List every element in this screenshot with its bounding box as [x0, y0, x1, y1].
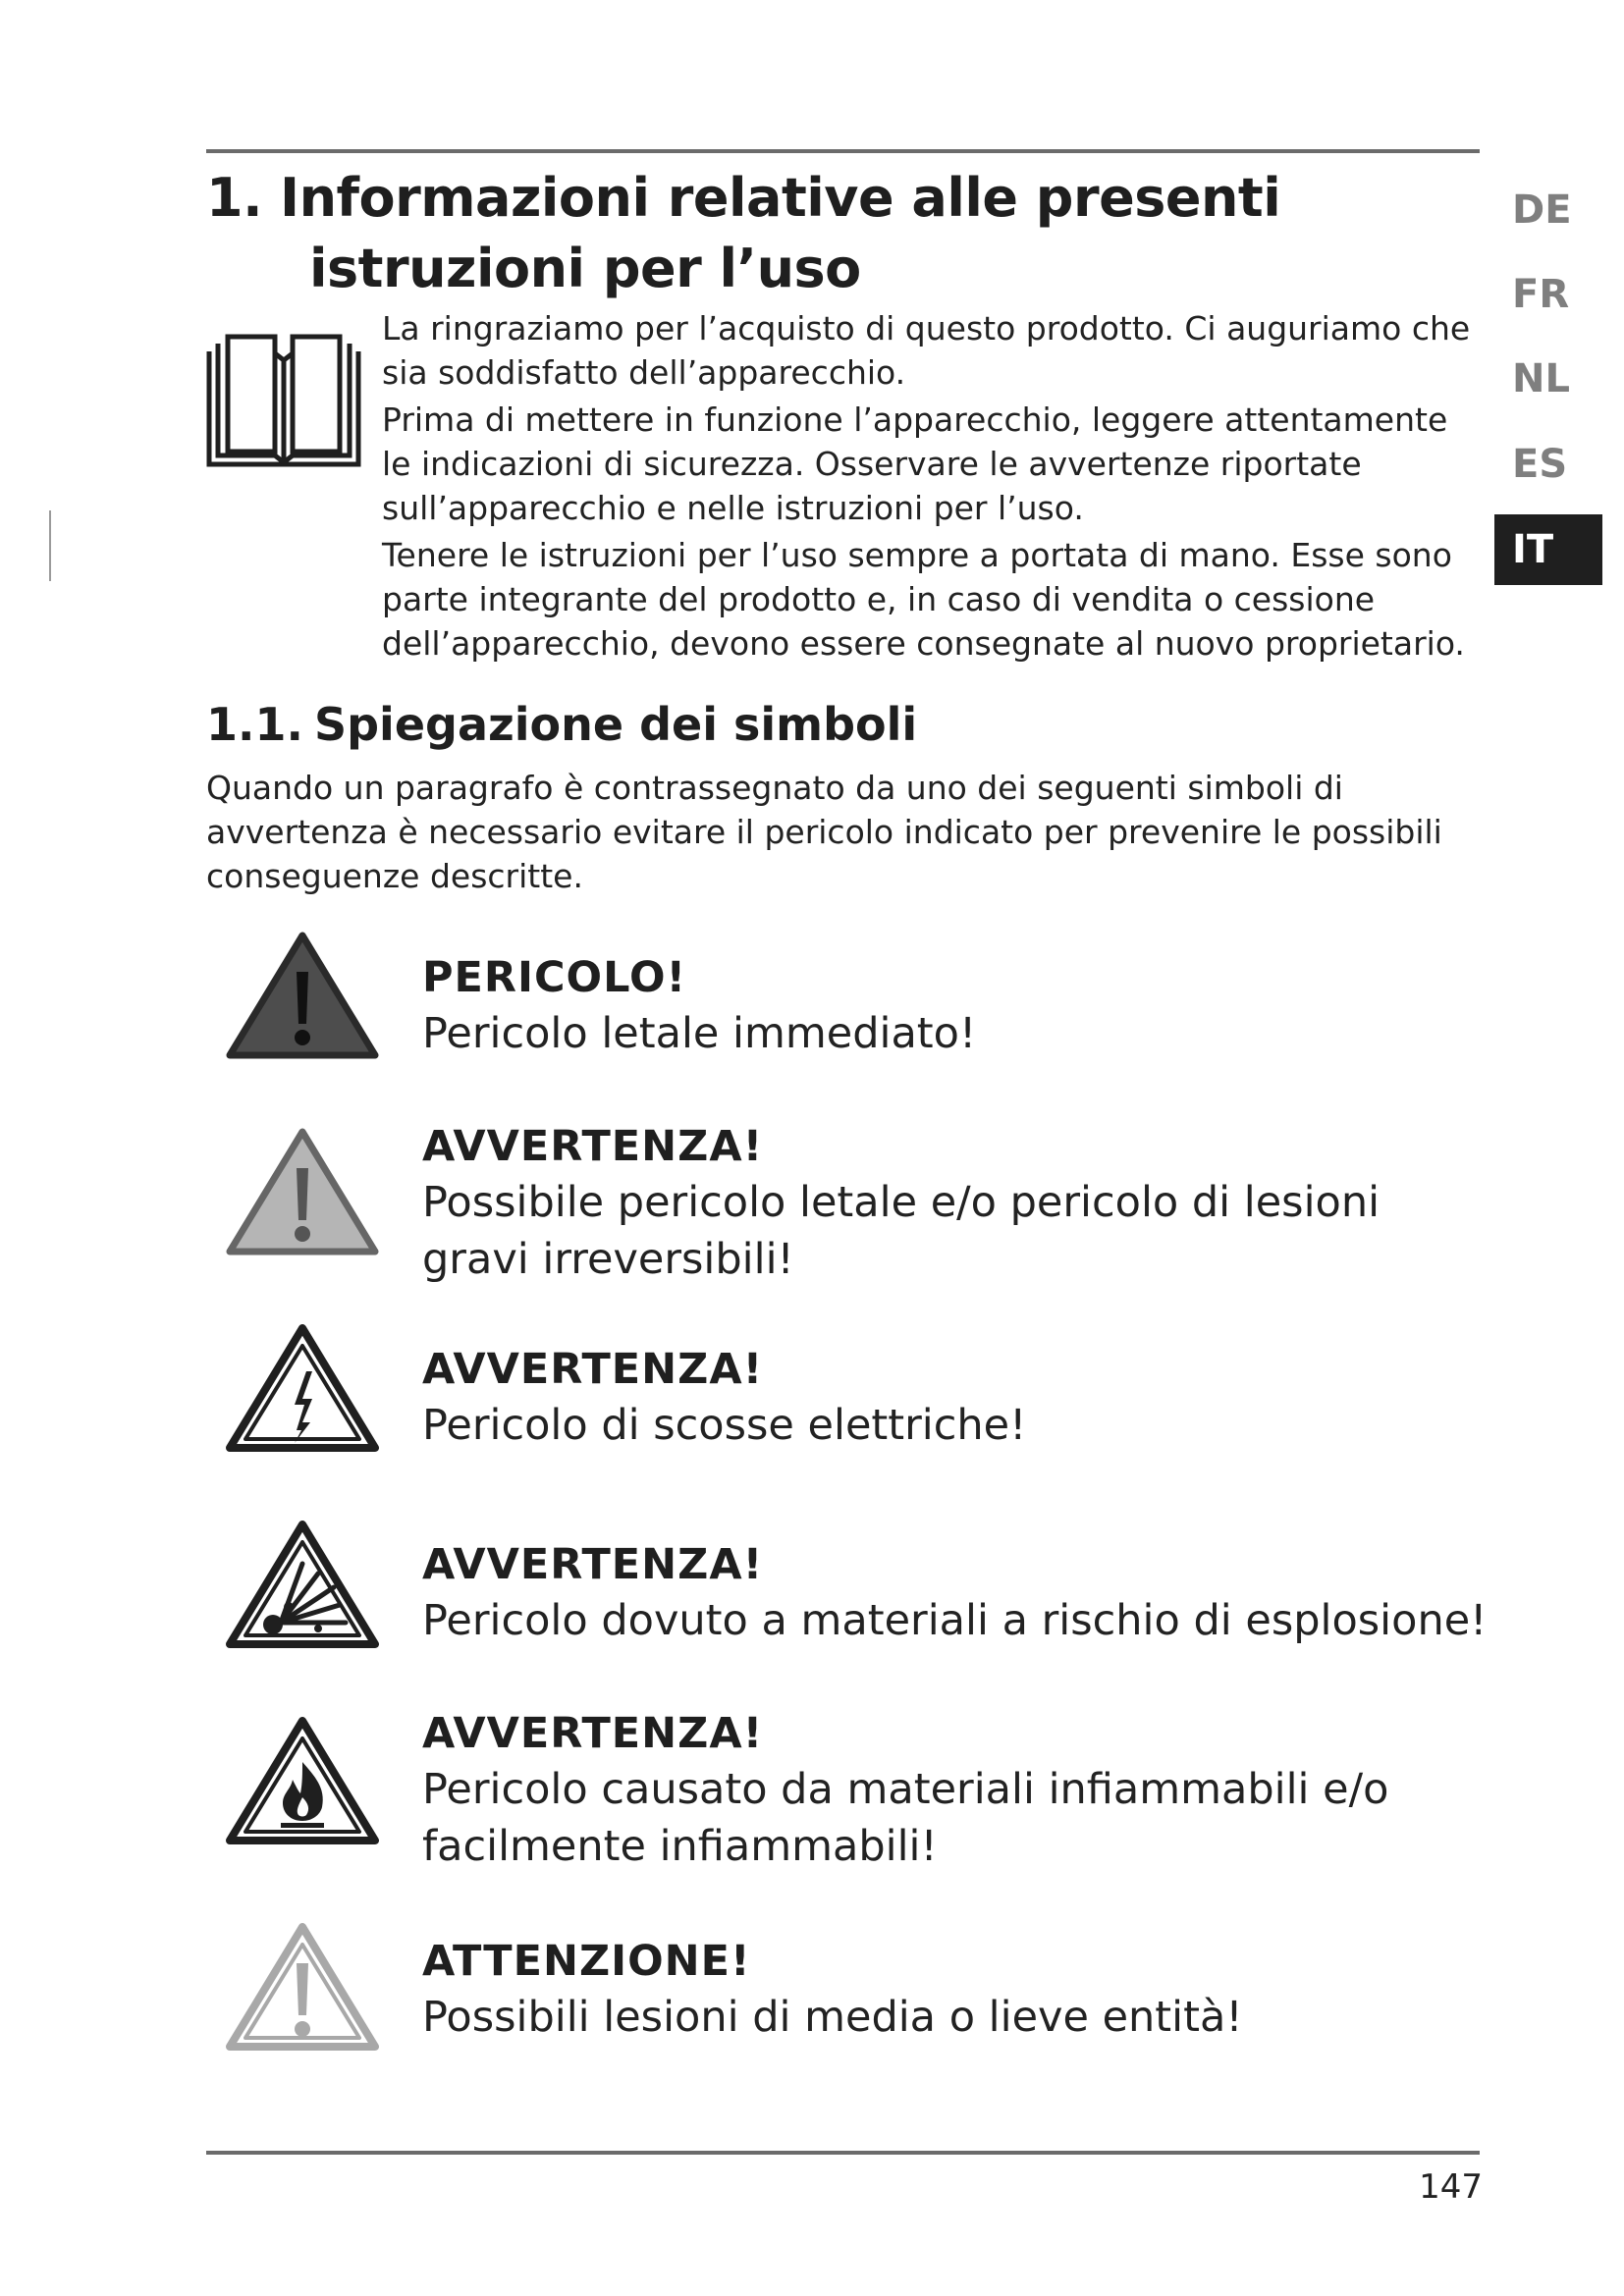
- danger-warning-icon: [224, 928, 381, 1065]
- symbol-description: Pericolo causato da materiali infiammabili e/o facilmente infiammabili!: [422, 1765, 1389, 1871]
- title-number: 1.: [206, 167, 263, 229]
- section-text: Quando un paragrafo è contrassegnato da uno dei seguenti simboli di avvertenza è necessario evitare il pericolo indicato per prevenire le possibili conseguenze descritte.: [206, 769, 1442, 895]
- lang-tab-es[interactable]: ES: [1512, 442, 1568, 487]
- lang-tab-it[interactable]: IT: [1494, 514, 1602, 585]
- page-number: 147: [1419, 2167, 1483, 2207]
- symbol-title: AVVERTENZA!: [422, 1122, 764, 1171]
- symbol-title: ATTENZIONE!: [422, 1937, 751, 1986]
- symbol-description: Pericolo dovuto a materiali a rischio di esplosione!: [422, 1596, 1488, 1645]
- symbol-description: Possibile pericolo letale e/o pericolo di lesioni gravi irreversibili!: [422, 1178, 1380, 1284]
- intro-paragraph-3: Tenere le istruzioni per l’uso sempre a portata di mano. Esse sono parte integrante del prodotto e, in caso di vendita o cessione dell’apparecchio, devono essere consegnate al nuovo proprietario.: [382, 536, 1465, 663]
- warning-icon: [224, 1124, 381, 1261]
- explosion-icon: [224, 1517, 381, 1654]
- electric-shock-icon: [224, 1320, 381, 1458]
- symbol-entry-caution: [422, 1934, 1492, 2046]
- manual-book-icon: [206, 334, 361, 467]
- lang-tab-fr[interactable]: FR: [1512, 272, 1570, 317]
- intro-paragraph-2: Prima di mettere in funzione l’apparecchio, leggere attentamente le indicazioni di sicurezza. Osservare le avvertenze riportate sull’apparecchio e nelle istruzioni per l’uso.: [382, 400, 1448, 527]
- symbol-title: AVVERTENZA!: [422, 1345, 764, 1394]
- symbol-description: Pericolo di scosse elettriche!: [422, 1401, 1027, 1450]
- title-line-1: Informazioni relative alle presenti: [280, 167, 1281, 229]
- flammable-icon: [224, 1713, 381, 1850]
- symbol-title: AVVERTENZA!: [422, 1709, 764, 1758]
- margin-mark: [49, 510, 51, 581]
- bottom-rule: [206, 2151, 1480, 2155]
- symbol-description: Pericolo letale immediato!: [422, 1009, 977, 1058]
- top-rule: [206, 149, 1480, 153]
- intro-paragraph-1: La ringraziamo per l’acquisto di questo prodotto. Ci auguriamo che sia soddisfatto dell’apparecchio.: [382, 309, 1471, 392]
- title-line-2: istruzioni per l’uso: [309, 238, 861, 299]
- lang-tab-nl[interactable]: NL: [1512, 356, 1570, 401]
- intro-text: [382, 306, 1487, 668]
- page-title: [206, 163, 1280, 304]
- section-number: 1.1.: [206, 698, 303, 751]
- caution-icon: [224, 1919, 381, 2056]
- symbol-entry-danger: [422, 950, 1492, 1062]
- symbol-entry-explosion: [422, 1537, 1492, 1649]
- symbol-entry-electric: [422, 1342, 1492, 1454]
- section-heading: [206, 695, 917, 754]
- symbol-title: AVVERTENZA!: [422, 1540, 764, 1589]
- symbol-title: PERICOLO!: [422, 953, 687, 1002]
- symbol-entry-warning: [422, 1119, 1492, 1288]
- section-title: Spiegazione dei simboli: [314, 698, 918, 751]
- symbol-description: Possibili lesioni di media o lieve entità!: [422, 1993, 1243, 2042]
- symbol-entry-flammable: [422, 1706, 1492, 1875]
- lang-tab-de[interactable]: DE: [1512, 187, 1572, 233]
